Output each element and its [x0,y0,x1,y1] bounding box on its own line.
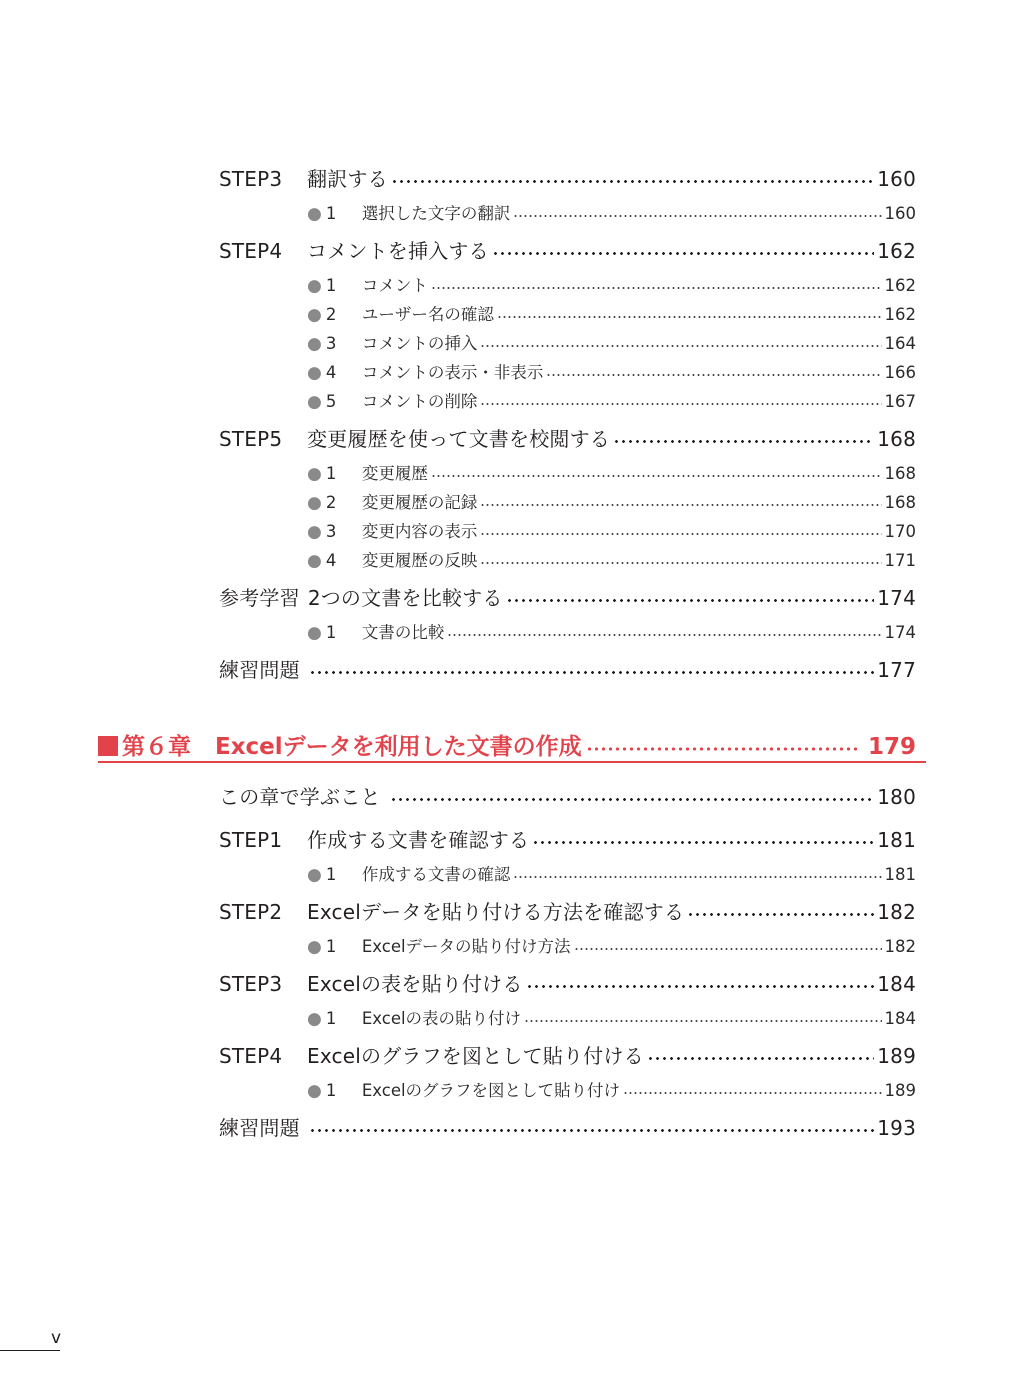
toc-title: コメントの削除 [361,392,478,411]
toc-title: コメントの表示・非表示 [361,363,544,382]
toc-title: この章で学ぶこと [219,785,381,809]
toc-page-number: 180 [877,785,916,809]
toc-title: 変更履歴を使って文書を校閲する [307,427,610,451]
toc-page-number: 170 [884,522,916,541]
chapter-label: 第６章 [122,734,191,760]
dot-leader [309,670,874,675]
dot-leader [513,214,881,219]
bullet-icon: ● [307,1009,322,1029]
toc-title: 作成する文書の確認 [361,865,511,884]
dot-leader [513,875,881,880]
chapter-rule [98,761,926,763]
toc-title: Excelのグラフを図として貼り付ける [307,1044,644,1068]
toc-title: 作成する文書を確認する [307,828,530,852]
toc-title: 練習問題 [219,1116,300,1140]
toc-subentry [307,301,916,325]
toc-title: 文書の比較 [361,623,445,642]
toc-title: 変更履歴 [361,464,428,483]
toc-title: Excelの表を貼り付ける [307,972,523,996]
toc-subentry [307,933,916,957]
toc-step-label: STEP4 [219,1044,283,1068]
toc-page-number: 177 [877,658,916,682]
toc-title: 選択した文字の翻訳 [361,204,511,223]
bullet-icon: ● [307,363,322,383]
toc-step-label: STEP2 [219,900,283,924]
toc-step-label: STEP3 [219,972,283,996]
dot-leader [391,179,874,184]
dot-leader [431,474,882,479]
toc-subentry [307,518,916,542]
dot-leader [546,373,881,378]
toc-title: 変更内容の表示 [361,522,478,541]
dot-leader [506,598,875,603]
toc-page-number: 168 [877,427,916,451]
bullet-icon: ● [307,937,322,957]
toc-page-number: 193 [877,1116,916,1140]
dot-leader [480,344,881,349]
toc-step-label: 参考学習 [219,586,300,610]
toc-page-number: 181 [884,865,916,884]
bullet-icon: ● [307,305,322,325]
toc-sub-number: 3 [325,334,337,353]
chapter-square-icon [98,736,118,756]
chapter-page-number: 179 [867,734,916,760]
bullet-icon: ● [307,464,322,484]
toc-entry [219,235,916,264]
dot-leader [480,532,881,537]
toc-page-number: 167 [884,392,916,411]
toc-sub-number: 1 [325,1081,337,1100]
toc-entry [219,824,916,853]
folio-rule [0,1350,60,1351]
bullet-icon: ● [307,551,322,571]
toc-page-number: 162 [877,239,916,263]
toc-subentry [307,388,916,412]
toc-page-number: 174 [884,623,916,642]
dot-leader [574,947,882,952]
toc-subentry [307,200,916,224]
toc-sub-number: 2 [325,493,337,512]
toc-subentry [307,330,916,354]
dot-leader [431,286,882,291]
toc-page-number: 182 [877,900,916,924]
bullet-icon: ● [307,392,322,412]
dot-leader [532,840,874,845]
toc-subentry [307,272,916,296]
chapter-heading [98,728,916,761]
toc-page-number: 181 [877,828,916,852]
toc-page-number: 189 [877,1044,916,1068]
toc-entry [219,654,916,683]
toc-title: ユーザー名の確認 [361,305,494,324]
toc-title: Excelデータの貼り付け方法 [361,937,571,956]
bullet-icon: ● [307,865,322,885]
dot-leader [524,1019,881,1024]
dot-leader [623,1091,881,1096]
bullet-icon: ● [307,1081,322,1101]
toc-sub-number: 4 [325,551,337,570]
bullet-icon: ● [307,334,322,354]
toc-title: 変更履歴の記録 [361,493,478,512]
dot-leader [687,912,874,917]
toc-sub-number: 1 [325,865,337,884]
dot-leader [480,402,881,407]
toc-entry [219,582,916,611]
toc-title: Excelのグラフを図として貼り付け [361,1081,621,1100]
toc-step-label: STEP5 [219,427,283,451]
toc-sub-number: 4 [325,363,337,382]
toc-page-number: 171 [884,551,916,570]
toc-subentry [307,619,916,643]
toc-sub-number: 1 [325,937,337,956]
dot-leader [647,1056,874,1061]
toc-title: コメント [361,276,428,295]
toc-title: 練習問題 [219,658,300,682]
toc-sub-number: 1 [325,276,337,295]
bullet-icon: ● [307,623,322,643]
toc-step-label: STEP4 [219,239,283,263]
toc-title: コメントの挿入 [361,334,478,353]
toc-page-number: 174 [877,586,916,610]
toc-page-number: 162 [884,276,916,295]
toc-page-number: 189 [884,1081,916,1100]
toc-page-number: 184 [877,972,916,996]
toc-entry [219,163,916,192]
toc-sub-number: 1 [325,464,337,483]
toc-subentry [307,460,916,484]
toc-title: 2つの文書を比較する [307,586,503,610]
toc-entry [219,1112,916,1141]
dot-leader [613,439,874,444]
toc-sub-number: 3 [325,522,337,541]
toc-title: 翻訳する [307,167,388,191]
toc-sub-number: 1 [325,1009,337,1028]
dot-leader [447,633,881,638]
bullet-icon: ● [307,493,322,513]
toc-entry [219,781,916,810]
toc-subentry [307,359,916,383]
toc-page-number: 162 [884,305,916,324]
toc-subentry [307,1077,916,1101]
toc-page-number: 182 [884,937,916,956]
toc-sub-number: 1 [325,623,337,642]
toc-subentry [307,489,916,513]
dot-leader [309,1128,874,1133]
toc-subentry [307,861,916,885]
toc-entry [219,968,916,997]
toc-step-label: STEP3 [219,167,283,191]
toc-entry [219,423,916,452]
dot-leader [497,315,882,320]
toc-sub-number: 2 [325,305,337,324]
toc-step-label: STEP1 [219,828,283,852]
toc-sub-number: 5 [325,392,337,411]
bullet-icon: ● [307,522,322,542]
dot-leader [480,561,881,566]
toc-entry [219,896,916,925]
toc-subentry [307,547,916,571]
dot-leader [492,251,874,256]
dot-leader [586,746,860,752]
chapter-title: Excelデータを利用した文書の作成 [215,734,582,760]
bullet-icon: ● [307,204,322,224]
toc-title: Excelデータを貼り付ける方法を確認する [307,900,685,924]
dot-leader [480,503,881,508]
toc-sub-number: 1 [325,204,337,223]
dot-leader [390,797,875,802]
page-folio: v [51,1328,62,1348]
toc-page-number: 184 [884,1009,916,1028]
toc-page-number: 168 [884,464,916,483]
toc-page-number: 160 [884,204,916,223]
bullet-icon: ● [307,276,322,296]
toc-page-number: 164 [884,334,916,353]
toc-title: Excelの表の貼り付け [361,1009,522,1028]
dot-leader [526,984,875,989]
toc-page-number: 166 [884,363,916,382]
toc-title: コメントを挿入する [307,239,489,263]
toc-title: 変更履歴の反映 [361,551,478,570]
toc-page-number: 168 [884,493,916,512]
toc-subentry [307,1005,916,1029]
toc-page-number: 160 [877,167,916,191]
toc-entry [219,1040,916,1069]
